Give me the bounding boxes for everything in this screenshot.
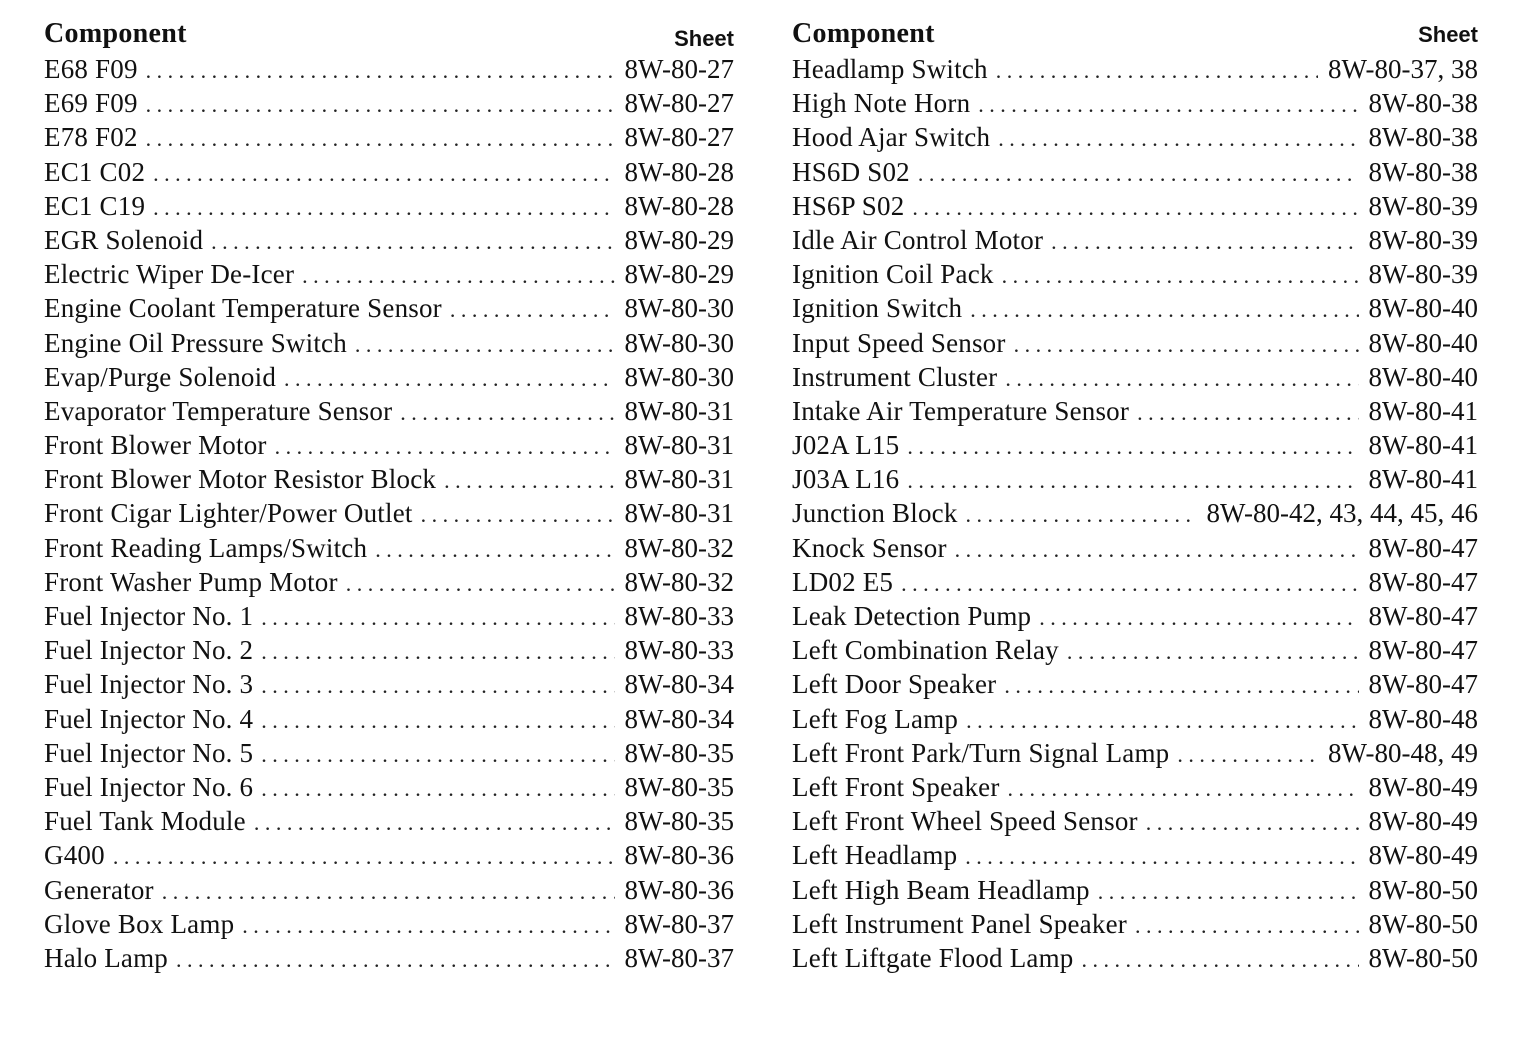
component-row (792, 531, 1478, 565)
sheet-reference: 8W-80-30 (624, 327, 734, 358)
component-row (44, 326, 734, 360)
component-row (44, 531, 734, 565)
sheet-reference: 8W-80-50 (1368, 874, 1478, 905)
dot-leader (1146, 806, 1359, 840)
component-row (792, 223, 1478, 257)
component-name: LD02 E5 (792, 566, 894, 597)
component-row (792, 86, 1478, 120)
dot-leader (211, 225, 614, 259)
sheet-reference: 8W-80-31 (624, 395, 734, 426)
component-name: J02A L15 (792, 430, 900, 461)
component-name: High Note Horn (792, 88, 971, 119)
dot-leader (284, 362, 614, 396)
component-name: J03A L16 (792, 464, 900, 495)
dot-leader (261, 704, 614, 738)
component-row (792, 360, 1478, 394)
component-row (792, 120, 1478, 154)
dot-leader (966, 704, 1358, 738)
component-name: Engine Oil Pressure Switch (44, 327, 347, 358)
component-row (792, 667, 1478, 701)
sheet-reference: 8W-80-34 (624, 669, 734, 700)
component-row (44, 736, 734, 770)
dot-leader (998, 122, 1358, 156)
dot-leader (965, 840, 1358, 874)
sheet-heading: Sheet (674, 26, 734, 51)
component-row (792, 155, 1478, 189)
component-row (44, 428, 734, 462)
component-row (792, 941, 1478, 975)
component-name: Electric Wiper De-Icer (44, 259, 295, 290)
sheet-reference: 8W-80-50 (1368, 908, 1478, 939)
sheet-reference: 8W-80-37 (624, 908, 734, 939)
dot-leader (1008, 772, 1359, 806)
component-name: Fuel Injector No. 5 (44, 737, 254, 768)
component-row (44, 223, 734, 257)
dot-leader (153, 191, 614, 225)
component-name: Front Blower Motor Resistor Block (44, 464, 437, 495)
sheet-reference: 8W-80-27 (624, 88, 734, 119)
component-row (44, 189, 734, 223)
component-name: Intake Air Temperature Sensor (792, 395, 1130, 426)
sheet-reference: 8W-80-48 (1368, 703, 1478, 734)
sheet-reference: 8W-80-31 (624, 464, 734, 495)
dot-leader (907, 430, 1358, 464)
component-name: Left Combination Relay (792, 635, 1059, 666)
dot-leader (242, 909, 614, 943)
sheet-reference: 8W-80-41 (1368, 464, 1478, 495)
dot-leader (955, 533, 1359, 567)
sheet-reference: 8W-80-42, 43, 44, 45, 46 (1206, 498, 1478, 529)
component-name: E69 F09 (44, 88, 138, 119)
component-name: Left Liftgate Flood Lamp (792, 942, 1074, 973)
sheet-reference: 8W-80-31 (624, 430, 734, 461)
component-name: Fuel Injector No. 6 (44, 771, 254, 802)
component-row (44, 120, 734, 154)
component-name: Left Front Park/Turn Signal Lamp (792, 737, 1170, 768)
component-name: Front Reading Lamps/Switch (44, 532, 368, 563)
dot-leader (901, 567, 1358, 601)
dot-leader (1067, 635, 1359, 669)
sheet-reference: 8W-80-34 (624, 703, 734, 734)
sheet-reference: 8W-80-38 (1368, 88, 1478, 119)
sheet-reference: 8W-80-38 (1368, 156, 1478, 187)
component-row (44, 838, 734, 872)
component-heading: Component (44, 18, 187, 49)
dot-leader (1014, 328, 1359, 362)
component-row (44, 394, 734, 428)
sheet-reference: 8W-80-40 (1368, 327, 1478, 358)
dot-leader (261, 738, 614, 772)
component-name: Front Cigar Lighter/Power Outlet (44, 498, 413, 529)
component-row (44, 599, 734, 633)
component-name: Left High Beam Headlamp (792, 874, 1090, 905)
component-row (792, 565, 1478, 599)
component-name: HS6P S02 (792, 190, 905, 221)
component-row (792, 907, 1478, 941)
component-name: Knock Sensor (792, 532, 947, 563)
component-name: Ignition Switch (792, 293, 963, 324)
sheet-reference: 8W-80-39 (1368, 190, 1478, 221)
sheet-reference: 8W-80-41 (1368, 395, 1478, 426)
component-row (44, 702, 734, 736)
component-name: Left Fog Lamp (792, 703, 959, 734)
sheet-reference: 8W-80-49 (1368, 840, 1478, 871)
component-row (44, 52, 734, 86)
component-row (792, 770, 1478, 804)
sheet-reference: 8W-80-28 (624, 156, 734, 187)
sheet-reference: 8W-80-39 (1368, 259, 1478, 290)
component-name: HS6D S02 (792, 156, 910, 187)
sheet-reference: 8W-80-29 (624, 259, 734, 290)
dot-leader (400, 396, 614, 430)
dot-leader (1177, 738, 1318, 772)
component-row (44, 907, 734, 941)
dot-leader (970, 293, 1358, 327)
dot-leader (375, 533, 614, 567)
left-column-header (44, 16, 734, 52)
component-row (792, 428, 1478, 462)
sheet-reference: 8W-80-27 (624, 54, 734, 84)
dot-leader (146, 122, 615, 156)
component-row (44, 667, 734, 701)
component-row (44, 86, 734, 120)
component-name: E68 F09 (44, 54, 138, 84)
dot-leader (261, 772, 614, 806)
sheet-reference: 8W-80-35 (624, 737, 734, 768)
component-row (792, 291, 1478, 325)
component-row (792, 52, 1478, 86)
component-row (792, 394, 1478, 428)
dot-leader (978, 88, 1358, 122)
component-row (792, 326, 1478, 360)
component-name: Ignition Coil Pack (792, 259, 994, 290)
component-row (44, 257, 734, 291)
component-name: Fuel Injector No. 1 (44, 601, 254, 631)
component-row (44, 633, 734, 667)
component-row (44, 770, 734, 804)
component-name: Generator (44, 874, 154, 905)
dot-leader (1005, 362, 1358, 396)
component-name: Glove Box Lamp (44, 908, 235, 939)
component-name: Fuel Injector No. 4 (44, 703, 254, 734)
component-row (44, 155, 734, 189)
component-row (44, 565, 734, 599)
dot-leader (1137, 396, 1358, 430)
component-name: Fuel Injector No. 3 (44, 669, 254, 700)
sheet-reference: 8W-80-31 (624, 498, 734, 529)
component-row (792, 804, 1478, 838)
component-name: Hood Ajar Switch (792, 122, 991, 153)
component-name: Fuel Tank Module (44, 806, 246, 837)
dot-leader (146, 88, 615, 122)
sheet-heading: Sheet (1418, 22, 1478, 47)
sheet-reference: 8W-80-30 (624, 361, 734, 392)
dot-leader (153, 157, 614, 191)
dot-leader (346, 567, 615, 601)
component-name: Left Door Speaker (792, 669, 997, 700)
sheet-reference: 8W-80-37 (624, 942, 734, 973)
sheet-reference: 8W-80-50 (1368, 942, 1478, 973)
component-name: Halo Lamp (44, 942, 169, 973)
sheet-reference: 8W-80-49 (1368, 771, 1478, 802)
sheet-reference: 8W-80-30 (624, 293, 734, 324)
dot-leader (275, 430, 615, 464)
component-row (44, 291, 734, 325)
component-name: Left Headlamp (792, 840, 958, 871)
component-name: Headlamp Switch (792, 54, 988, 84)
dot-leader (1002, 259, 1359, 293)
component-name: Input Speed Sensor (792, 327, 1006, 358)
right-column-header (792, 16, 1478, 52)
component-name: Left Instrument Panel Speaker (792, 908, 1127, 939)
component-name: Left Front Speaker (792, 771, 1000, 802)
dot-leader (1051, 225, 1358, 259)
left-column (44, 16, 734, 975)
dot-leader (907, 464, 1358, 498)
dot-leader (302, 259, 614, 293)
left-component-list (44, 52, 734, 975)
component-row (44, 462, 734, 496)
dot-leader (1098, 875, 1359, 909)
dot-leader (450, 293, 615, 327)
dot-leader (444, 464, 614, 498)
sheet-reference: 8W-80-48, 49 (1328, 737, 1478, 768)
dot-leader (113, 840, 615, 874)
dot-leader (261, 635, 614, 669)
component-name: EGR Solenoid (44, 224, 204, 255)
sheet-reference: 8W-80-35 (624, 806, 734, 837)
dot-leader (1081, 943, 1358, 977)
dot-leader (146, 54, 615, 88)
dot-leader (966, 498, 1197, 532)
component-row (44, 941, 734, 975)
component-row (792, 462, 1478, 496)
dot-leader (912, 191, 1358, 225)
sheet-reference: 8W-80-40 (1368, 293, 1478, 324)
sheet-reference: 8W-80-47 (1368, 601, 1478, 631)
sheet-reference: 8W-80-27 (624, 122, 734, 153)
component-name: EC1 C19 (44, 190, 146, 221)
sheet-reference: 8W-80-38 (1368, 122, 1478, 153)
dot-leader (918, 157, 1359, 191)
dot-leader (1039, 601, 1358, 635)
component-name: Evaporator Temperature Sensor (44, 395, 393, 426)
component-name: G400 (44, 840, 105, 871)
dot-leader (176, 943, 615, 977)
sheet-reference: 8W-80-28 (624, 190, 734, 221)
component-row (44, 804, 734, 838)
right-column (792, 16, 1478, 975)
component-row (792, 633, 1478, 667)
component-name: Left Front Wheel Speed Sensor (792, 806, 1138, 837)
component-name: Instrument Cluster (792, 361, 998, 392)
dot-leader (1004, 669, 1358, 703)
sheet-reference: 8W-80-47 (1368, 635, 1478, 666)
sheet-reference: 8W-80-32 (624, 566, 734, 597)
sheet-reference: 8W-80-36 (624, 874, 734, 905)
sheet-reference: 8W-80-36 (624, 840, 734, 871)
sheet-reference: 8W-80-32 (624, 532, 734, 563)
component-row (44, 360, 734, 394)
component-name: Front Blower Motor (44, 430, 267, 461)
component-row (792, 257, 1478, 291)
component-row (792, 189, 1478, 223)
component-name: Junction Block (792, 498, 958, 529)
sheet-reference: 8W-80-47 (1368, 532, 1478, 563)
sheet-reference: 8W-80-33 (624, 635, 734, 666)
component-row (44, 873, 734, 907)
sheet-reference: 8W-80-47 (1368, 669, 1478, 700)
component-row (44, 496, 734, 530)
component-name: Leak Detection Pump (792, 601, 1032, 631)
dot-leader (261, 669, 614, 703)
right-component-list (792, 52, 1478, 975)
component-name: Engine Coolant Temperature Sensor (44, 293, 442, 324)
component-name: Idle Air Control Motor (792, 224, 1044, 255)
sheet-reference: 8W-80-40 (1368, 361, 1478, 392)
dot-leader (254, 806, 615, 840)
component-name: Fuel Injector No. 2 (44, 635, 254, 666)
sheet-reference: 8W-80-47 (1368, 566, 1478, 597)
dot-leader (421, 498, 615, 532)
sheet-reference: 8W-80-39 (1368, 224, 1478, 255)
sheet-reference: 8W-80-33 (624, 601, 734, 631)
component-row (792, 873, 1478, 907)
component-row (792, 599, 1478, 633)
sheet-reference: 8W-80-49 (1368, 806, 1478, 837)
dot-leader (261, 601, 614, 635)
component-name: E78 F02 (44, 122, 138, 153)
sheet-reference: 8W-80-35 (624, 771, 734, 802)
component-name: Evap/Purge Solenoid (44, 361, 277, 392)
component-name: Front Washer Pump Motor (44, 566, 338, 597)
component-row (792, 702, 1478, 736)
sheet-reference: 8W-80-37, 38 (1328, 54, 1478, 84)
dot-leader (162, 875, 615, 909)
dot-leader (996, 54, 1318, 88)
component-name: EC1 C02 (44, 156, 146, 187)
dot-leader (1135, 909, 1359, 943)
sheet-reference: 8W-80-41 (1368, 430, 1478, 461)
sheet-reference: 8W-80-29 (624, 224, 734, 255)
component-heading: Component (792, 18, 935, 49)
component-row (792, 736, 1478, 770)
dot-leader (355, 328, 615, 362)
component-row (792, 838, 1478, 872)
component-row (792, 496, 1478, 530)
